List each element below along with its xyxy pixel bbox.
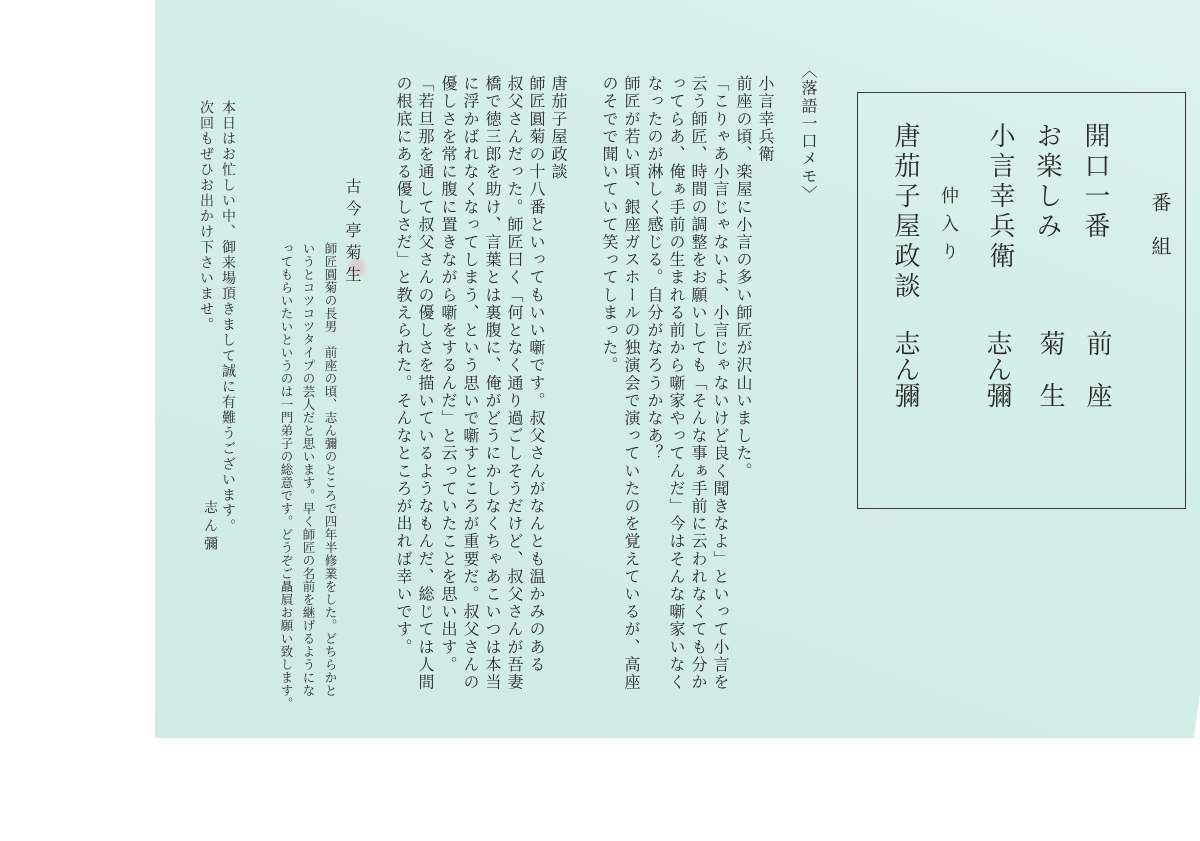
memo-text-line: 橋で徳三郎を助け、言葉とは裏腹に、俺がどうにかしなくちゃあこいつは本当 xyxy=(483,75,502,691)
memo-text-line: に浮かばれなくなってしまう、という思いで噺すところが重要だ。叔父さんの xyxy=(461,75,480,691)
program-item-performer: 菊 生 xyxy=(1035,330,1065,408)
memo-text-line: の根底にある優しさだ」と教えられた。そんなところが出れば幸いです。 xyxy=(394,75,413,656)
memo-section-title: 唐茄子屋政談 xyxy=(549,75,568,181)
program-intermission: 仲入り xyxy=(938,186,959,270)
memo-text-line: 前座の頃、楽屋に小言の多い師匠が沢山いました。 xyxy=(734,75,753,480)
program-item-title: 唐茄子屋政談 xyxy=(890,122,920,302)
memo-text-line: 叔父さんだった。師匠曰く「何となく通り過ごしそうだけど、叔父さんが吾妻 xyxy=(505,75,524,691)
memo-text-line: 「若旦那を通して叔父さんの優しさを描いているようなもんだ、総じては人間 xyxy=(416,75,435,691)
greeting-line: 本日はお忙しい中、御来場頂きまして誠に有難うございます。 xyxy=(220,100,236,534)
profile-text-line: ってもらいたいというのは一門弟子の総意です。どうぞご贔屓お願い致します。 xyxy=(279,242,294,710)
memo-text-line: 「こりゃあ小言じゃないよ、小言じゃないけど良く聞きなよ」といって小言を xyxy=(711,75,730,691)
program-item-performer: 志ん彌 xyxy=(982,330,1012,408)
memo-text-line: 師匠圓菊の十八番といってもいい噺です。叔父さんがなんとも温かみのある xyxy=(527,75,546,674)
memo-text-line: ってらあ、俺ぁ手前の生まれる前から噺家やってんだ」今はそんな噺家いなく xyxy=(667,75,686,691)
memo-text-line: なったのが淋しく感じる。自分がなろうかなあ？ xyxy=(645,75,664,463)
program-item-title: 小言幸兵衛 xyxy=(985,122,1015,272)
program-item-performer: 志ん彌 xyxy=(890,330,920,408)
greeting-line: 次回もぜひお出かけ下さいませ。 xyxy=(198,100,214,333)
program-item-title: お楽しみ xyxy=(1032,122,1062,242)
memo-text-line: 云う師匠、時間の調整をお願いしても「そんな事ぁ手前に云われなくても分か xyxy=(689,75,708,691)
memo-section-title: 小言幸兵衛 xyxy=(756,75,775,163)
program-item-title: 開口一番 xyxy=(1080,122,1110,242)
profile-name: 古今亭菊生 xyxy=(343,178,362,288)
memo-text-line: 優しさを常に腹に置きながら噺をするんだ」と云っていたことを思い出す。 xyxy=(439,75,458,674)
program-title: 番 組 xyxy=(1148,192,1172,258)
memo-heading: 〈落語一口メモ〉 xyxy=(799,62,818,203)
memo-text-line: のそでで聞いていて笑ってしまった。 xyxy=(600,75,619,375)
profile-text-line: いうとコツコツタイプの芸人だと思います。早く師匠の名前を継げるようにな xyxy=(301,242,316,697)
program-item-performer: 前 座 xyxy=(1082,330,1112,408)
profile-text-line: 師匠圓菊の長男 前座の頃、志ん彌のところで四年半修業をした。どちらかと xyxy=(323,242,338,697)
greeting-signature: 志ん彌 xyxy=(202,500,218,554)
memo-text-line: 師匠が若い頃、銀座ガスホールの独演会で演っていたのを覚えているが、高座 xyxy=(622,75,641,691)
